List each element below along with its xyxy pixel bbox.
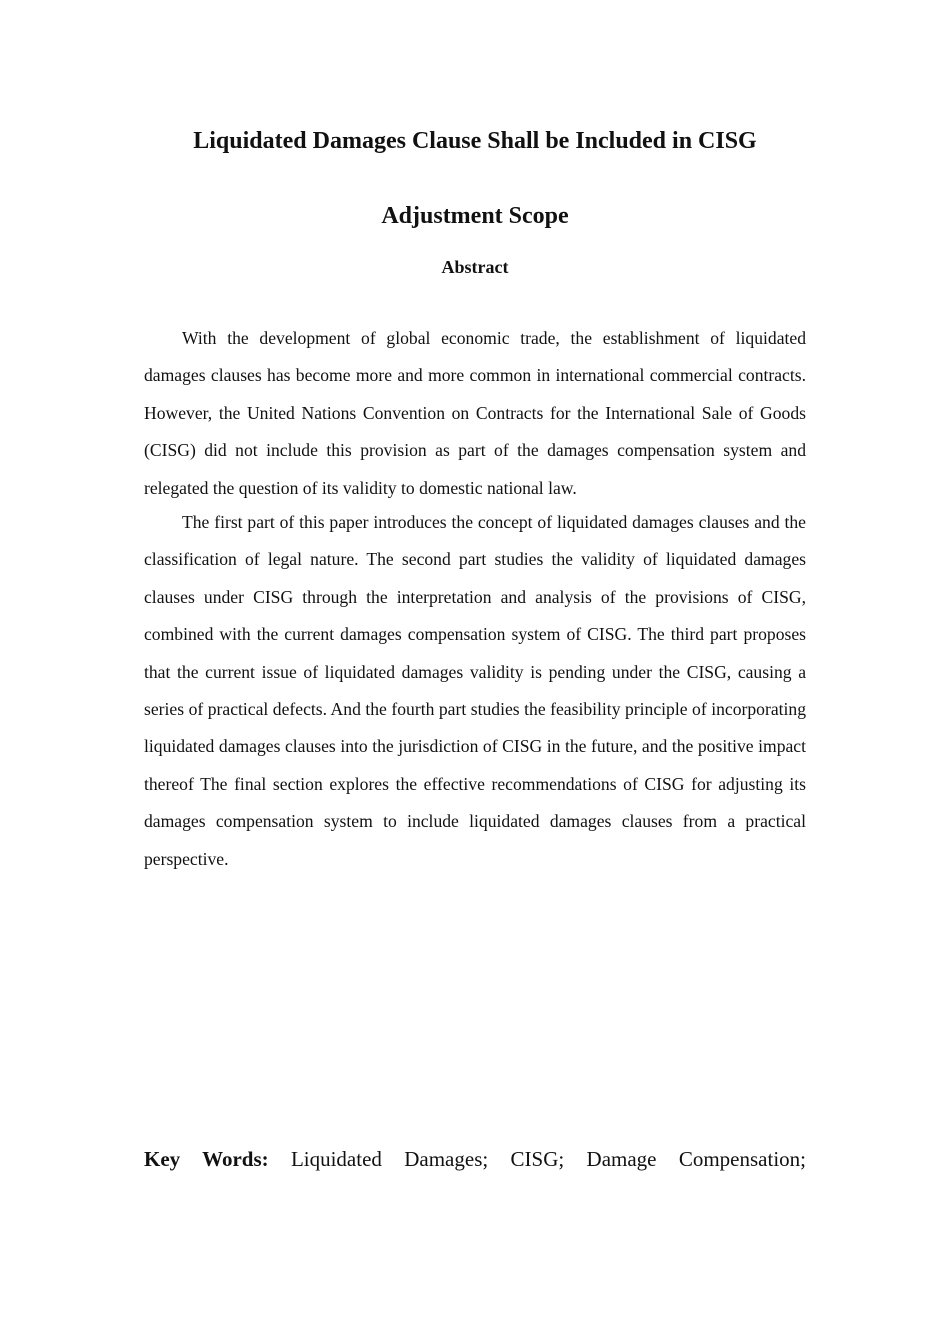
abstract-heading: Abstract	[441, 257, 509, 277]
keywords-label: Key Words:	[144, 1147, 269, 1171]
document-title-line-1: Liquidated Damages Clause Shall be Included in CISG	[193, 128, 757, 154]
abstract-paragraph-2: The first part of this paper introduces the concept of liquidated damages clauses and the classification of legal nature. The second part studies the validity of liquidated damages clauses under CISG through the interpretation and analysis of the provisions of CISG, combined with the current damages compensation system of CISG. The third part proposes that the current issue of liquidated damages validity is pending under the CISG, causing a series of practical defects. And the fourth part studies the feasibility principle of incorporating liquidated damages clauses into the jurisdiction of CISG in the future, and the positive impact thereof The final section explores the effective recommendations of CISG for adjusting its damages compensation system to include liquidated damages clauses from a practical perspective.	[144, 512, 806, 869]
document-title-line-2: Adjustment Scope	[381, 203, 569, 229]
abstract-body	[144, 320, 806, 878]
keywords-line	[144, 1143, 806, 1175]
keywords-text: Liquidated Damages; CISG; Damage Compensation;	[290, 1147, 806, 1171]
abstract-paragraph-1: With the development of global economic trade, the establishment of liquidated damages clauses has become more and more common in international commercial contracts. However, the United Nations Convention on Contracts for the International Sale of Goods (CISG) did not include this provision as part of the damages compensation system and relegated the question of its validity to domestic national law.	[144, 328, 806, 498]
